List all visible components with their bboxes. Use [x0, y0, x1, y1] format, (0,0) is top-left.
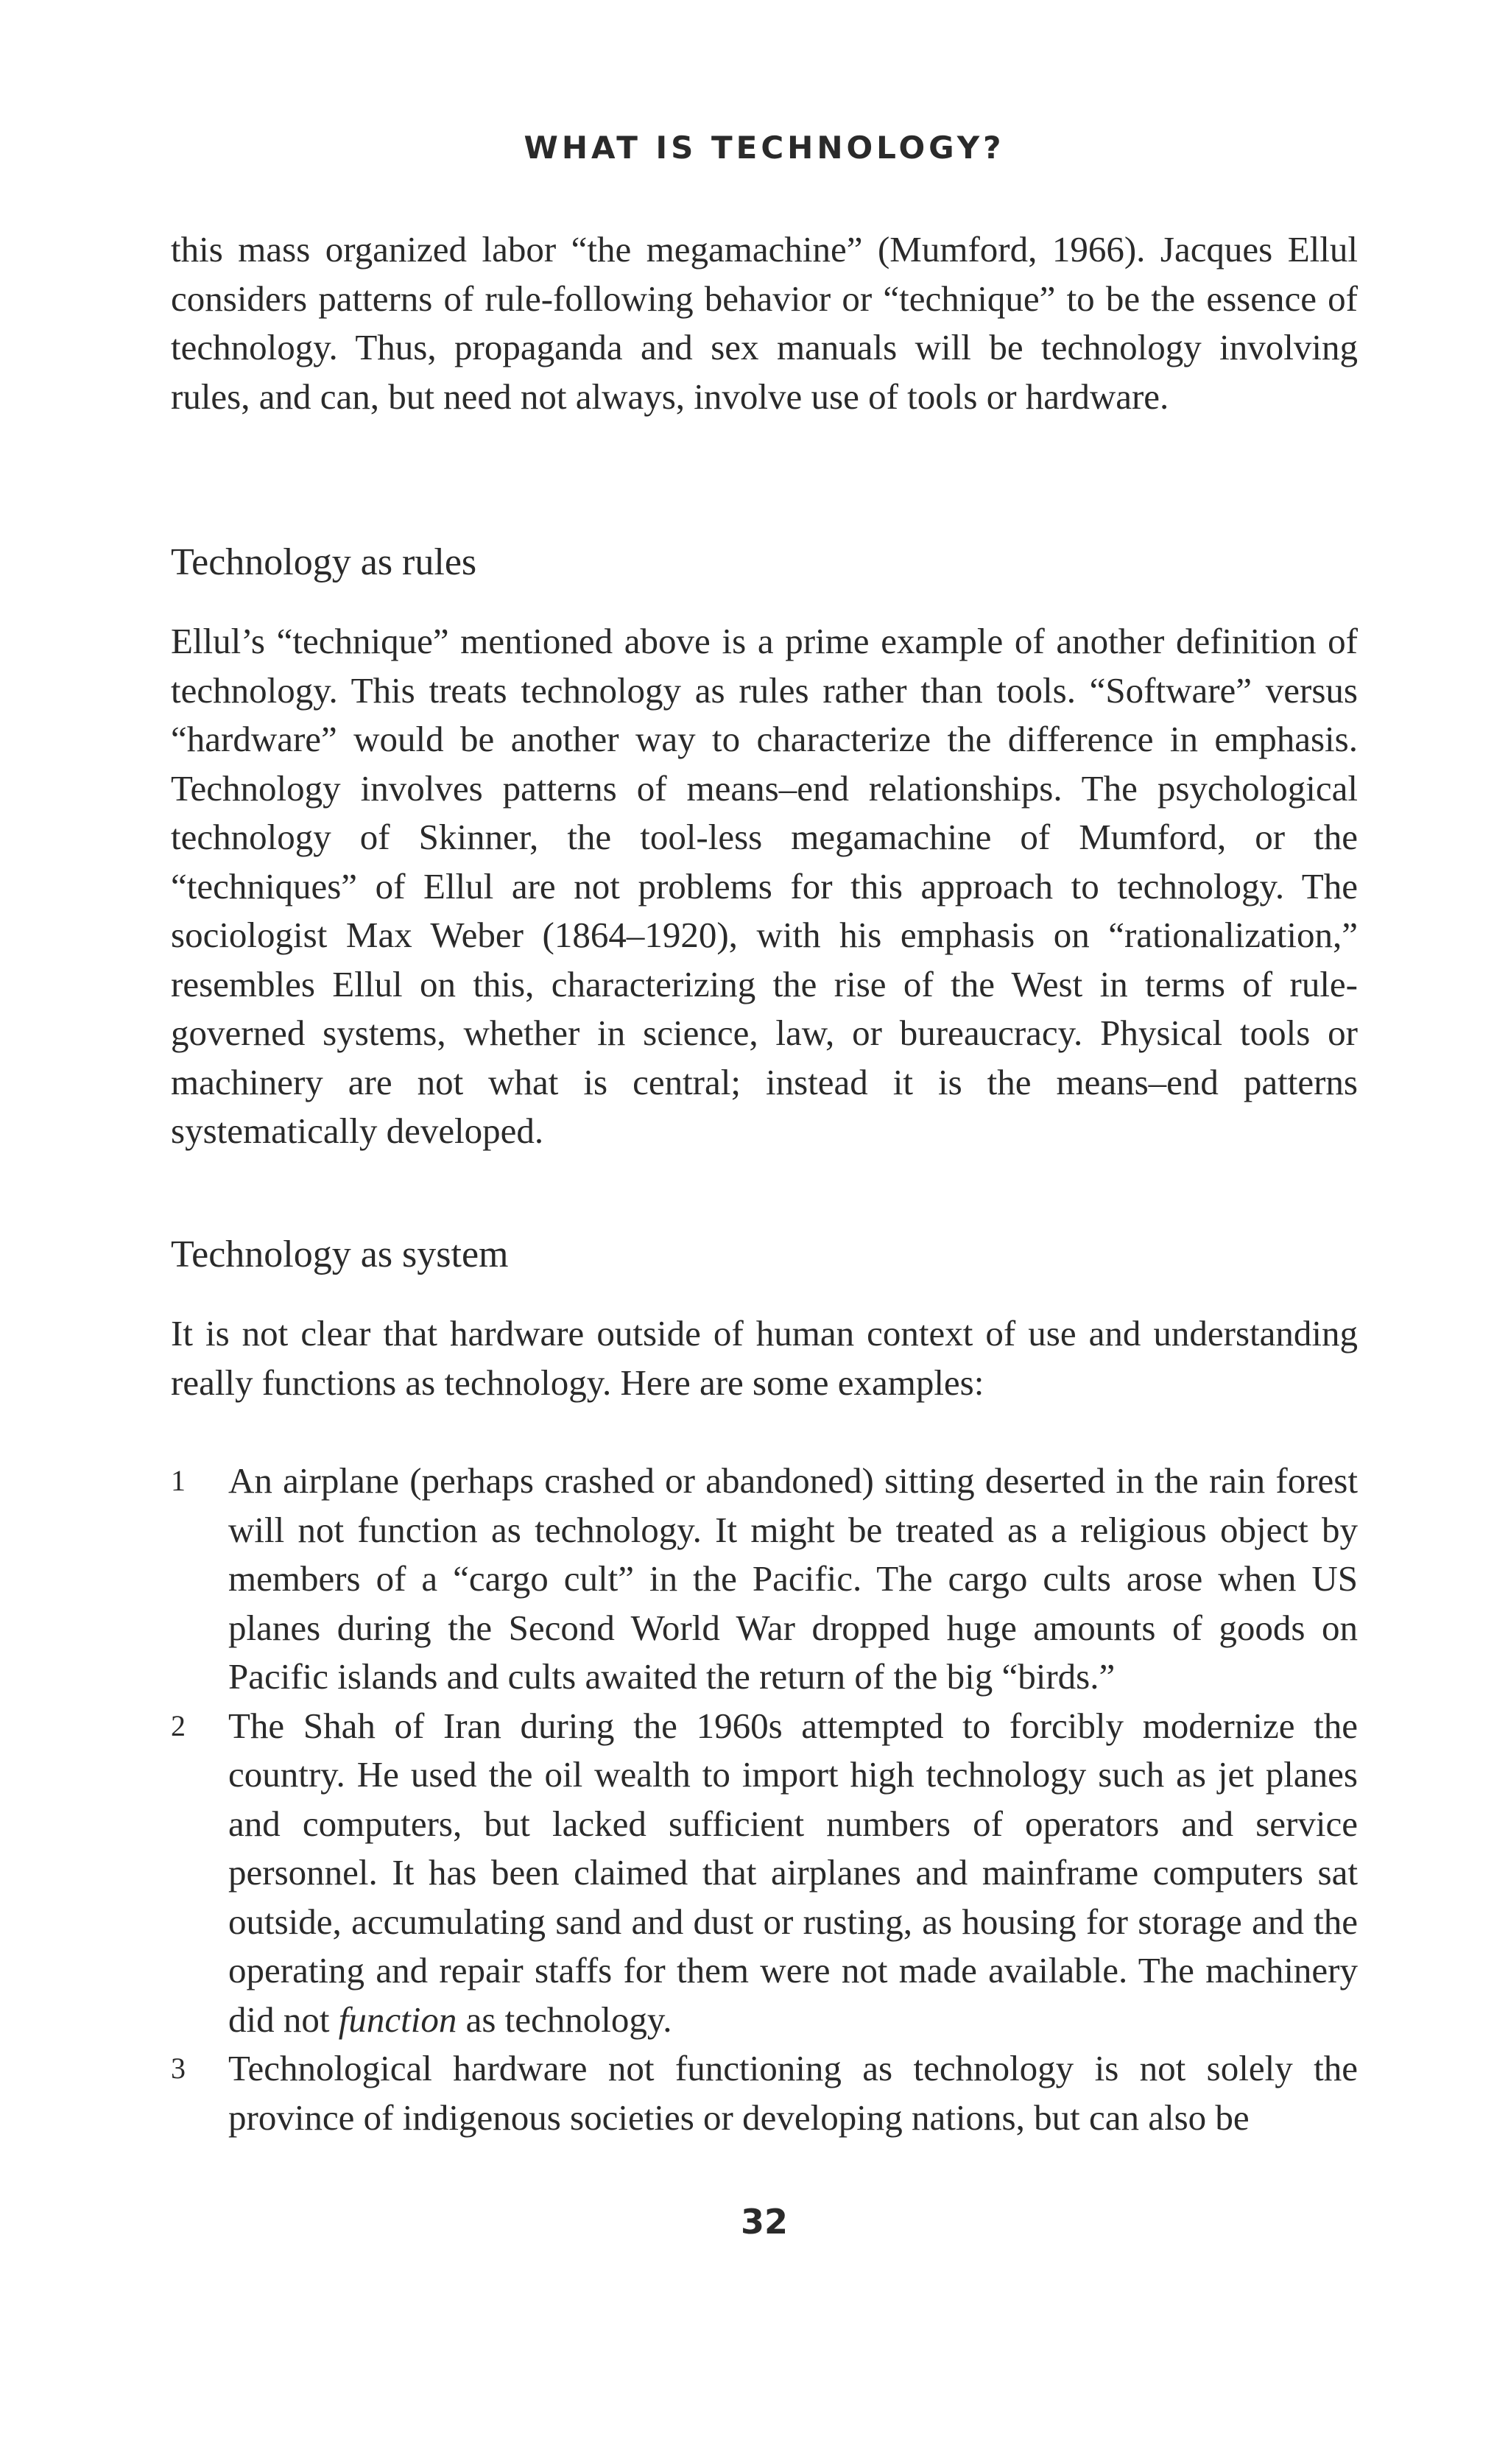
page-number: 32: [740, 2202, 788, 2242]
list-item: [171, 1457, 1358, 1702]
system-paragraph: It is not clear that hardware outside of human context of use and understanding really functions as technology. Here are some examples:: [171, 1313, 1358, 1403]
list-item-text: Technological hardware not functioning as technology is not solely the province of indigenous societies or developing nations, but can also be: [228, 2048, 1358, 2138]
list-item-text: An airplane (perhaps crashed or abandoned) sitting deserted in the rain forest will not function as technology. It might be treated as a religious object by members of a “cargo cult” in the Pacific. The cargo cults arose when US planes during the Second World War dropped huge amounts of goods on Pacific islands and cults awaited the return of the big “birds.”: [228, 1460, 1358, 1697]
intro-paragraph: this mass organized labor “the megamachine” (Mumford, 1966). Jacques Ellul considers patterns of rule-following behavior or “technique” to be the essence of technology. Thus, propaganda and sex manuals will be technology involving rules, and can, but need not always, involve use of tools or hardware.: [171, 229, 1358, 417]
list-item: [171, 2044, 1358, 2142]
list-item-text: [228, 1702, 1358, 2045]
rules-paragraph: Ellul’s “technique” mentioned above is a prime example of another definition of technology. This treats technology as rules rather than tools. “Software” versus “hardware” would be another way to characterize the difference in emphasis. Technology involves patterns of means–end relationships. The psychological technology of Skinner, the tool-less megamachine of Mumford, or the “techniques” of Ellul are not problems for this approach to technology. The sociologist Max Weber (1864–1920), with his emphasis on “rationalization,” resembles Ellul on this, characterizing the rise of the West in terms of rule-governed systems, whether in science, law, or bureaucracy. Physical tools or machinery are not what is central; instead it is the means–end patterns systematically developed.: [171, 621, 1358, 1151]
examples-list: [171, 1457, 1358, 2142]
list-item-number: 3: [171, 2052, 186, 2085]
section-heading-rules: Technology as rules: [171, 541, 477, 583]
system-paragraph-block: [171, 1309, 1358, 1407]
rules-paragraph-block: [171, 617, 1358, 1156]
section-heading-system: Technology as system: [171, 1233, 509, 1275]
list-item-text-part: The Shah of Iran during the 1960s attempted to forcibly modernize the country. He used the oil wealth to import high technology such as jet planes and computers, but lacked sufficient numbers of operators and service personnel. It has been claimed that airplanes and mainframe computers sat outside, accumulating sand and dust or rusting, as housing for storage and the operating and repair staffs for them were not made available. The machinery did not: [228, 1705, 1358, 2040]
list-item: [171, 1702, 1358, 2045]
running-head: WHAT IS TECHNOLOGY?: [524, 130, 1005, 166]
list-item-text-part: as technology.: [457, 1999, 672, 2040]
list-item-number: 2: [171, 1708, 186, 1742]
emphasis-text: function: [338, 1999, 457, 2040]
list-item-number: 1: [171, 1464, 186, 1497]
intro-paragraph-block: [171, 225, 1358, 421]
